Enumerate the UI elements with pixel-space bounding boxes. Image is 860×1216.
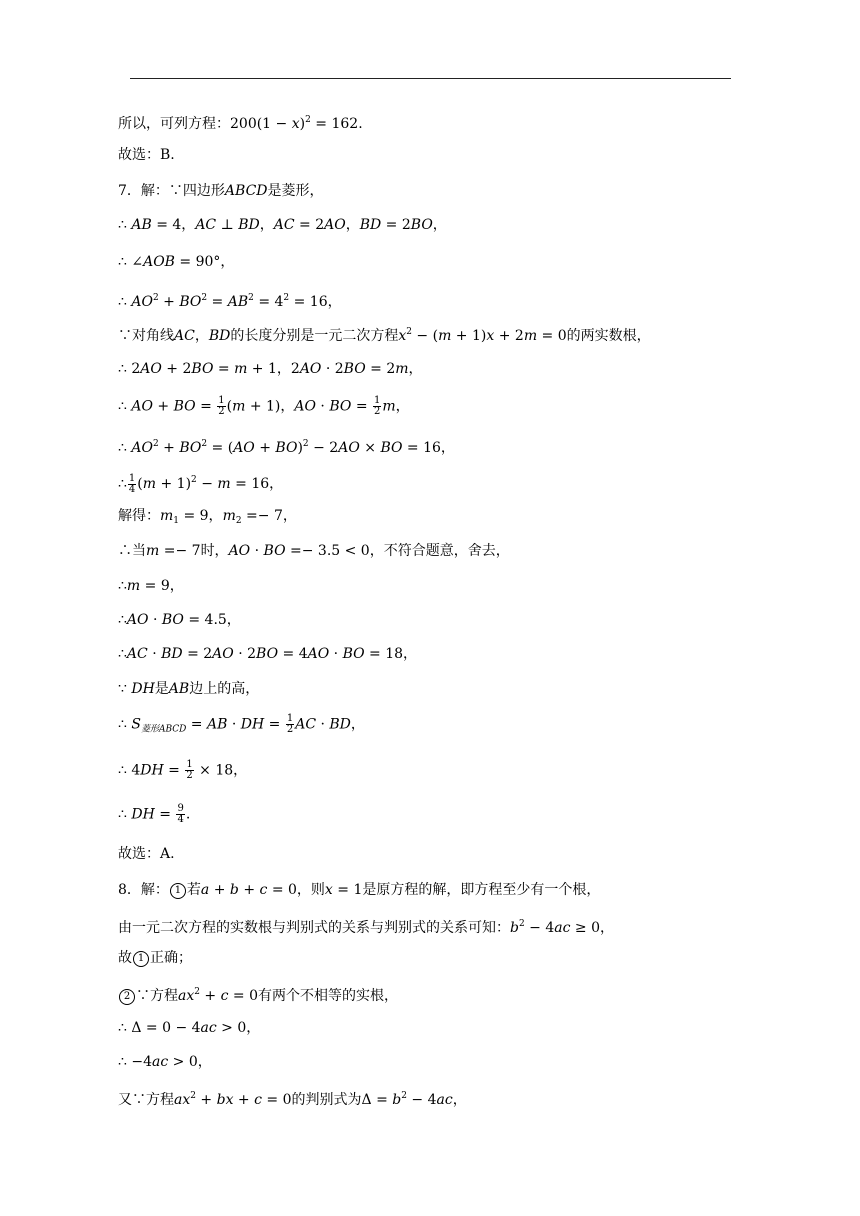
answer-line: 故选：A. xyxy=(118,846,175,862)
fraction: $\frac{1}{4}$ xyxy=(128,472,136,495)
text-line: 解得：$m_1 = 9$，$m_2 =- 7$， xyxy=(118,508,297,526)
problem-8-heading: 8．解： 1 若a + b + c = 0，则x = 1是原方程的解，即方程至少有一个根， xyxy=(118,882,601,898)
fraction: $\frac{1}{2}$ xyxy=(186,759,193,781)
text-line: 故 1 正确； xyxy=(118,950,192,966)
text-line: ∴AC · BD = 2AO · 2BO = 4AO · BO = 18， xyxy=(118,646,418,662)
problem-7-heading: 7．解：∵四边形ABCD是菱形， xyxy=(118,183,324,199)
text-line: ∴ Δ = 0 − 4ac > 0， xyxy=(118,1020,261,1036)
text-line: ∵ DH是AB边上的高， xyxy=(118,681,260,697)
text-line: 又∵方程$ax^2$ + bx + c = 0的判别式为$\Delta = b^2 - 4ac$， xyxy=(118,1091,467,1108)
text-line: 由一元二次方程的实数根与判别式的关系与判别式的关系可知：$b^2 - 4ac \ge 0$， xyxy=(118,919,614,936)
text-line: ∴ $\frac{1}{4}$ $(m + 1)^2 - m = 16$， xyxy=(118,472,284,495)
circled-number: 1 xyxy=(170,883,186,899)
header-rule xyxy=(130,78,731,79)
text-line: ∴ DH = $\frac{9}{4}$ . xyxy=(118,803,191,825)
text-line: ∴ AB = 4，AC ⊥ BD，AC = 2AO，BD = 2BO， xyxy=(118,217,447,233)
text-line: ∴AO · BO = 4.5， xyxy=(118,612,241,628)
text-line: ∴ AO + BO = $\frac{1}{2}$ (m + 1)，AO · BO = $\frac{1}{2}$ m， xyxy=(118,395,410,417)
circled-number: 2 xyxy=(119,989,135,1005)
text-line: ∴ ∠AOB = 90°， xyxy=(118,254,235,270)
text-line: ∴当m =− 7时，AO · BO =− 3.5 < 0，不符合题意，舍去， xyxy=(118,543,510,559)
fraction: $\frac{1}{2}$ xyxy=(286,713,294,735)
fraction: $\frac{9}{4}$ xyxy=(177,803,184,825)
answer-line: 故选：B. xyxy=(118,147,175,163)
text-line: ∴ $AO^2 + BO^2 = (AO + BO)^2 - 2AO$ × BO = 16， xyxy=(118,439,455,456)
fraction: $\frac{1}{2}$ xyxy=(218,395,225,417)
text-line: ∴ 2AO + 2BO = m + 1，2AO · 2BO = 2m， xyxy=(118,361,423,377)
text-line: 2 ∵方程$ax^2 + c = 0$有两个不相等的实根， xyxy=(118,982,398,1006)
text-line: ∴ $AO^2 + BO^2 = AB^2 = 4^2 = 16$， xyxy=(118,293,342,310)
text-line: ∴ −4ac > 0， xyxy=(118,1054,212,1070)
text-line: 所以，可列方程：$200(1 - x)^2 = 162$. xyxy=(118,115,363,132)
circled-number: 1 xyxy=(133,951,149,967)
fraction: $\frac{1}{2}$ xyxy=(374,395,381,417)
text-line: ∴ $S_{菱形ABCD}$ = AB · DH = $\frac{1}{2}$ AC · BD， xyxy=(118,713,365,735)
text-line: ∴ 4DH = $\frac{1}{2}$ × 18， xyxy=(118,759,248,781)
text-line: ∵对角线AC，BD的长度分别是一元二次方程$x^2 - (m + 1)x + 2m = 0$的两实数根， xyxy=(118,327,651,344)
text-line: ∴m = 9， xyxy=(118,578,184,594)
